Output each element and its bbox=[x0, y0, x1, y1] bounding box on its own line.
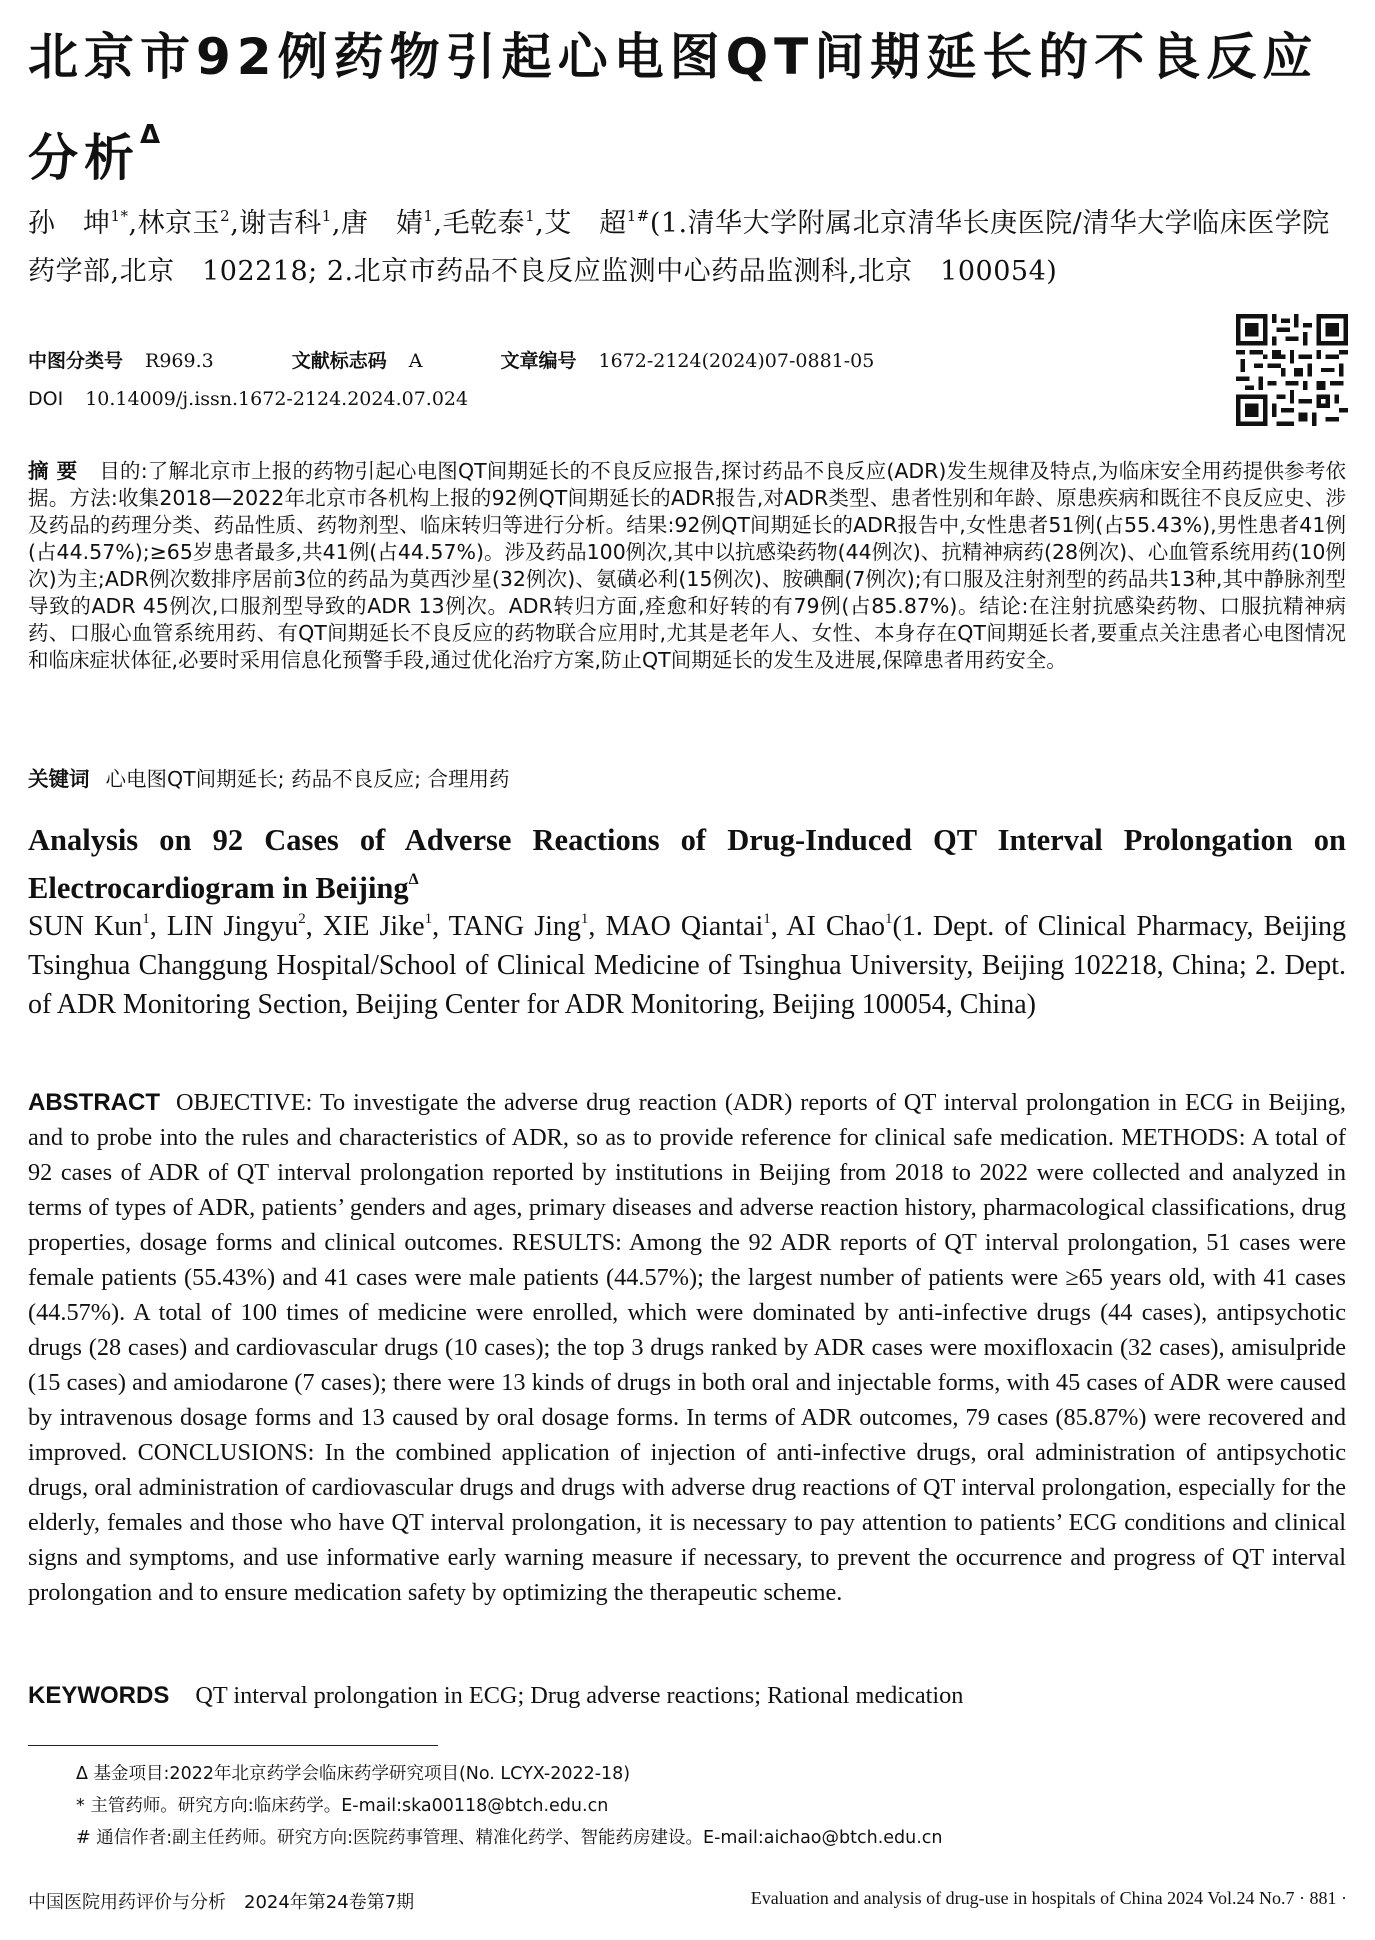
author-en: SUN Kun$^1$ bbox=[28, 911, 150, 942]
author-en: AI Chao$^1$ bbox=[786, 911, 893, 942]
article-meta bbox=[28, 342, 952, 418]
author-cn: 毛乾泰$^1$ bbox=[442, 207, 536, 239]
title-cn-fund-mark: Δ bbox=[140, 120, 161, 150]
footnote-divider bbox=[28, 1745, 438, 1746]
clc-label: 中图分类号 bbox=[28, 350, 124, 372]
author-en: XIE Jike$^1$ bbox=[322, 911, 433, 942]
author-cn: 林京玉$^2$ bbox=[137, 207, 231, 239]
title-en-fund-mark: Δ bbox=[408, 871, 419, 888]
author-cn: 孙 坤$^{1*}$ bbox=[28, 207, 129, 239]
keywords-cn-text: 心电图QT间期延长; 药品不良反应; 合理用药 bbox=[105, 767, 510, 791]
article-number-value: 1672-2124(2024)07-0881-05 bbox=[598, 350, 875, 372]
authors-affiliation-cn: 孙 坤$^{1*}$,林京玉$^2$,谢吉科$^1$,唐 婧$^1$,毛乾泰$^1$,艾 超$^{1\#}$(1.清华大学附属北京清华长庚医院/清华大学临床医学院药学部,北京 102218; 2.北京市药品不良反应监测中心药品监测科,北京 100054) bbox=[28, 207, 1330, 287]
authors-affiliation-en: SUN Kun$^1$, LIN Jingyu$^2$, XIE Jike$^1$, TANG Jing$^1$, MAO Qiantai$^1$, AI Chao$^1$(1. Dept. of Clinical Pharmacy, Beijing Tsinghua Changgung Hospital/School of Clinical Medicine of Tsinghua University, Beijing 102218, China; 2. Dept. of ADR Monitoring Section, Beijing Center for ADR Monitoring, Beijing 100054, China) bbox=[28, 911, 1347, 1020]
footnote-fund: Δ 基金项目:2022年北京药学会临床药学研究项目(No. LCYX-2022-18) bbox=[76, 1764, 631, 1784]
author-cn: 谢吉科$^1$ bbox=[239, 207, 332, 239]
abstract-en-text: OBJECTIVE: To investigate the adverse drug reaction (ADR) reports of QT interval prolongation in ECG in Beijing, and to probe into the rules and characteristics of ADR, so as to provide reference for clinical safe medication. METHODS: A total of 92 cases of ADR of QT interval prolongation reported by institutions in Beijing from 2018 to 2022 were collected and analyzed in terms of types of ADR, patients’ genders and ages, primary diseases and adverse reaction history, pharmacological classifications, drug properties, dosage forms and clinical outcomes. RESULTS: Among the 92 ADR reports of QT interval prolongation, 51 cases were female patients (55.43%) and 41 cases were male patients (44.57%); the largest number of patients were ≥65 years old, with 41 cases (44.57%). A total of 100 times of medicine were enrolled, which were dominated by anti-infective drugs (44 cases), antipsychotic drugs (28 cases) and cardiovascular drugs (10 cases); the top 3 drugs ranked by ADR cases were moxifloxacin (32 cases), amisulpride (15 cases) and amiodarone (7 cases); there were 13 kinds of drugs in both oral and injectable forms, with 45 cases of ADR were caused by intravenous dosage forms and 13 caused by oral dosage forms. In terms of ADR outcomes, 79 cases (85.87%) were recovered and improved. CONCLUSIONS: In the combined application of injection of anti-infective drugs, oral administration of antipsychotic drugs, oral administration of cardiovascular drugs and drugs with adverse drug reactions of QT interval prolongation, especially for the elderly, females and those who have QT interval prolongation, it is necessary to pay attention to patients’ ECG conditions and clinical signs and symptoms, and use informative early warning measure if necessary, to prevent the occurrence and progress of QT interval prolongation and to ensure medication safety by optimizing the therapeutic scheme. bbox=[28, 1089, 1346, 1606]
author-en: LIN Jingyu$^2$ bbox=[166, 911, 306, 942]
title-en-text: Analysis on 92 Cases of Adverse Reactions of Drug-Induced QT Interval Prolongation on Electrocardiogram in Beijing bbox=[28, 823, 1346, 905]
author-en: TANG Jing$^1$ bbox=[448, 911, 589, 942]
abstract-en bbox=[28, 1085, 1346, 1610]
abstract-en-label: ABSTRACT bbox=[28, 1089, 160, 1116]
abstract-cn-label: 摘要 bbox=[28, 459, 86, 483]
affiliation-cn: (1.清华大学附属北京清华长庚医院/清华大学临床医学院药学部,北京 102218; 2.北京市药品不良反应监测中心药品监测科,北京 100054) bbox=[28, 208, 1330, 287]
doc-code-value: A bbox=[408, 350, 423, 372]
keywords-cn bbox=[28, 762, 510, 792]
clc-value: R969.3 bbox=[145, 350, 214, 372]
doi-value[interactable]: 10.14009/j.issn.1672-2124.2024.07.024 bbox=[85, 388, 469, 410]
article-title-cn bbox=[28, 18, 1348, 197]
footnotes bbox=[76, 1758, 943, 1854]
running-footer-en: Evaluation and analysis of drug-use in hospitals of China 2024 Vol.24 No.7 · 881 · bbox=[750, 1888, 1347, 1908]
qr-code-icon[interactable] bbox=[1236, 314, 1348, 426]
running-footer-cn: 中国医院用药评价与分析 2024年第24卷第7期 bbox=[28, 1892, 415, 1913]
keywords-en-text: QT interval prolongation in ECG; Drug adverse reactions; Rational medication bbox=[195, 1682, 964, 1709]
footnote-first-author: * 主管药师。研究方向:临床药学。E-mail:ska00118@btch.edu.cn bbox=[76, 1796, 609, 1816]
footnote-corresponding-author: # 通信作者:副主任药师。研究方向:医院药事管理、精准化药学、智能药房建设。E-mail:aichao@btch.edu.cn bbox=[76, 1828, 943, 1848]
keywords-en-label: KEYWORDS bbox=[28, 1682, 170, 1709]
author-cn: 唐 婧$^1$ bbox=[340, 207, 434, 239]
article-number-label: 文章编号 bbox=[500, 350, 577, 372]
author-cn: 艾 超$^{1\#}$ bbox=[544, 207, 650, 239]
author-en: MAO Qiantai$^1$ bbox=[605, 911, 771, 942]
doi-label: DOI bbox=[28, 388, 64, 410]
meta-row-1 bbox=[28, 342, 952, 380]
article-title-en bbox=[28, 820, 1346, 908]
keywords-cn-label: 关键词 bbox=[28, 767, 90, 791]
keywords-en bbox=[28, 1682, 963, 1710]
abstract-cn bbox=[28, 458, 1346, 674]
affiliation-en: (1. Dept. of Clinical Pharmacy, Beijing Tsinghua Changgung Hospital/School of Clinical Medicine of Tsinghua University, Beijing 102218, China; 2. Dept. of ADR Monitoring Section, Beijing Center for ADR Monitoring, Beijing 100054, China) bbox=[28, 911, 1347, 1020]
title-cn-text: 北京市92例药物引起心电图QT间期延长的不良反应分析 bbox=[28, 28, 1319, 187]
doc-code-label: 文献标志码 bbox=[291, 350, 387, 372]
abstract-cn-text: 目的:了解北京市上报的药物引起心电图QT间期延长的不良反应报告,探讨药品不良反应(ADR)发生规律及特点,为临床安全用药提供参考依据。方法:收集2018—2022年北京市各机构上报的92例QT间期延长的ADR报告,对ADR类型、患者性别和年龄、原患疾病和既往不良反应史、涉及药品的药理分类、药品性质、药物剂型、临床转归等进行分析。结果:92例QT间期延长的ADR报告中,女性患者51例(占55.43%),男性患者41例(占44.57%);≥65岁患者最多,共41例(占44.57%)。涉及药品100例次,其中以抗感染药物(44例次)、抗精神病药(28例次)、心血管系统用药(10例次)为主;ADR例次数排序居前3位的药品为莫西沙星(32例次)、氨磺必利(15例次)、胺碘酮(7例次);有口服及注射剂型的药品共13种,其中静脉剂型导致的ADR 45例次,口服剂型导致的ADR 13例次。ADR转归方面,痊愈和好转的有79例(占85.87%)。结论:在注射抗感染药物、口服抗精神病药、口服心血管系统用药、有QT间期延长不良反应的药物联合应用时,尤其是老年人、女性、本身存在QT间期延长者,要重点关注患者心电图情况和临床症状体征,必要时采用信息化预警手段,通过优化治疗方案,防止QT间期延长的发生及进展,保障患者用药安全。 bbox=[28, 459, 1346, 672]
meta-row-2 bbox=[28, 380, 952, 418]
